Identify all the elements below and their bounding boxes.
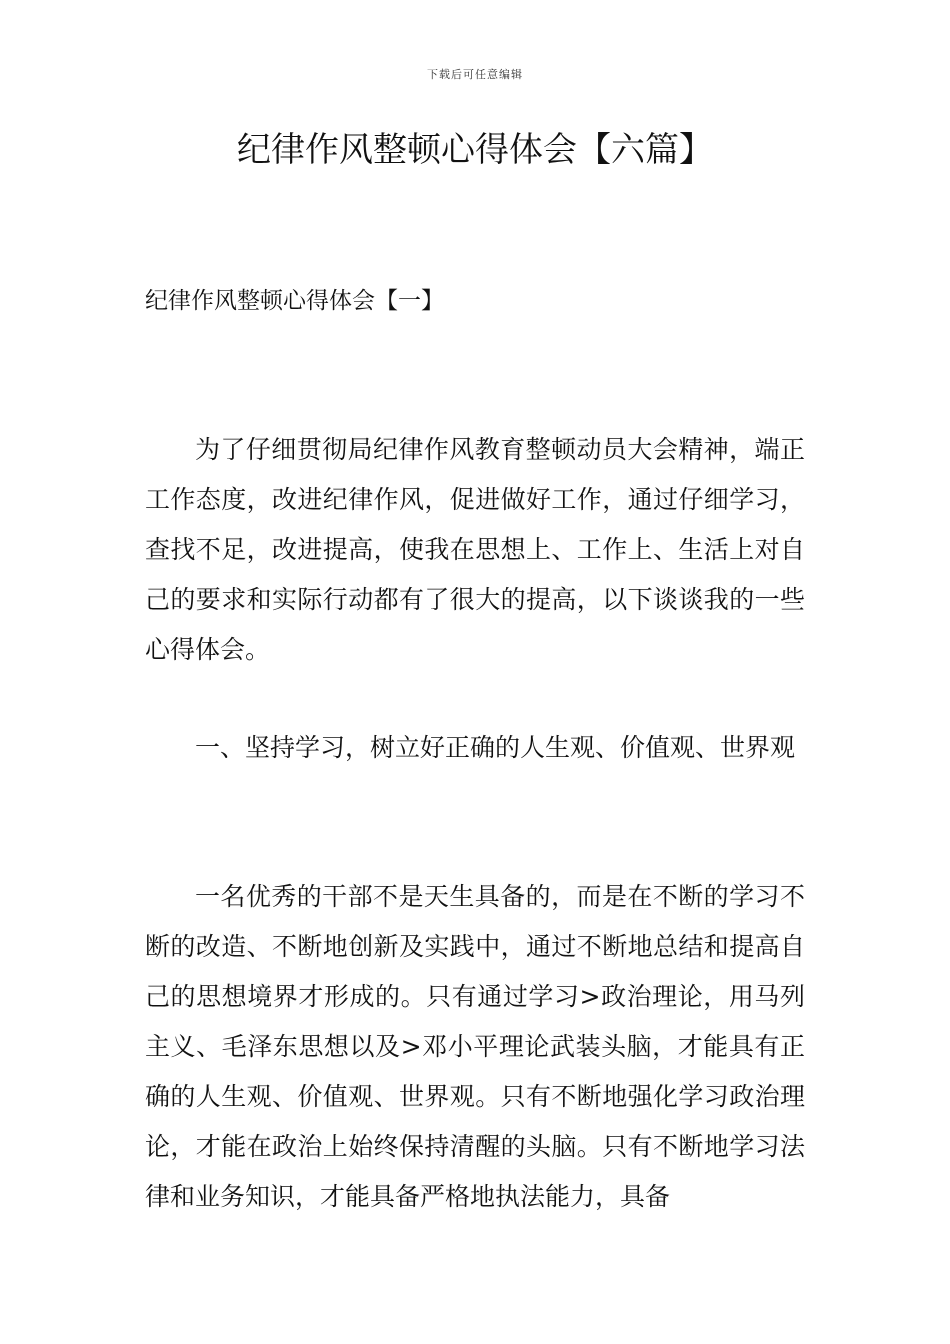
paragraph-point-one-heading: 一、坚持学习，树立好正确的人生观、价值观、世界观: [195, 733, 796, 762]
section-heading: 纪律作风整顿心得体会【一】: [145, 288, 444, 314]
header-note: 下载后可任意编辑: [427, 68, 523, 81]
document-title: 纪律作风整顿心得体会【六篇】: [237, 130, 713, 170]
paragraph-point-one-body: 一名优秀的干部不是天生具备的，而是在不断的学习不断的改造、不断地创新及实践中，通过不断地总结和提高自己的思想境界才形成的。只有通过学习>政治理论，用马列主义、毛泽东思想以及>邓小平理论武装头脑，才能具有正确的人生观、价值观、世界观。只有不断地强化学习政治理论，才能在政治上始终保持清醒的头脑。只有不断地学习法律和业务知识，才能具备严格地执法能力，具备: [145, 882, 805, 1211]
paragraph-intro: 为了仔细贯彻局纪律作风教育整顿动员大会精神，端正工作态度，改进纪律作风，促进做好工作，通过仔细学习，查找不足，改进提高，使我在思想上、工作上、生活上对自己的要求和实际行动都有了很大的提高，以下谈谈我的一些心得体会。: [145, 435, 805, 664]
